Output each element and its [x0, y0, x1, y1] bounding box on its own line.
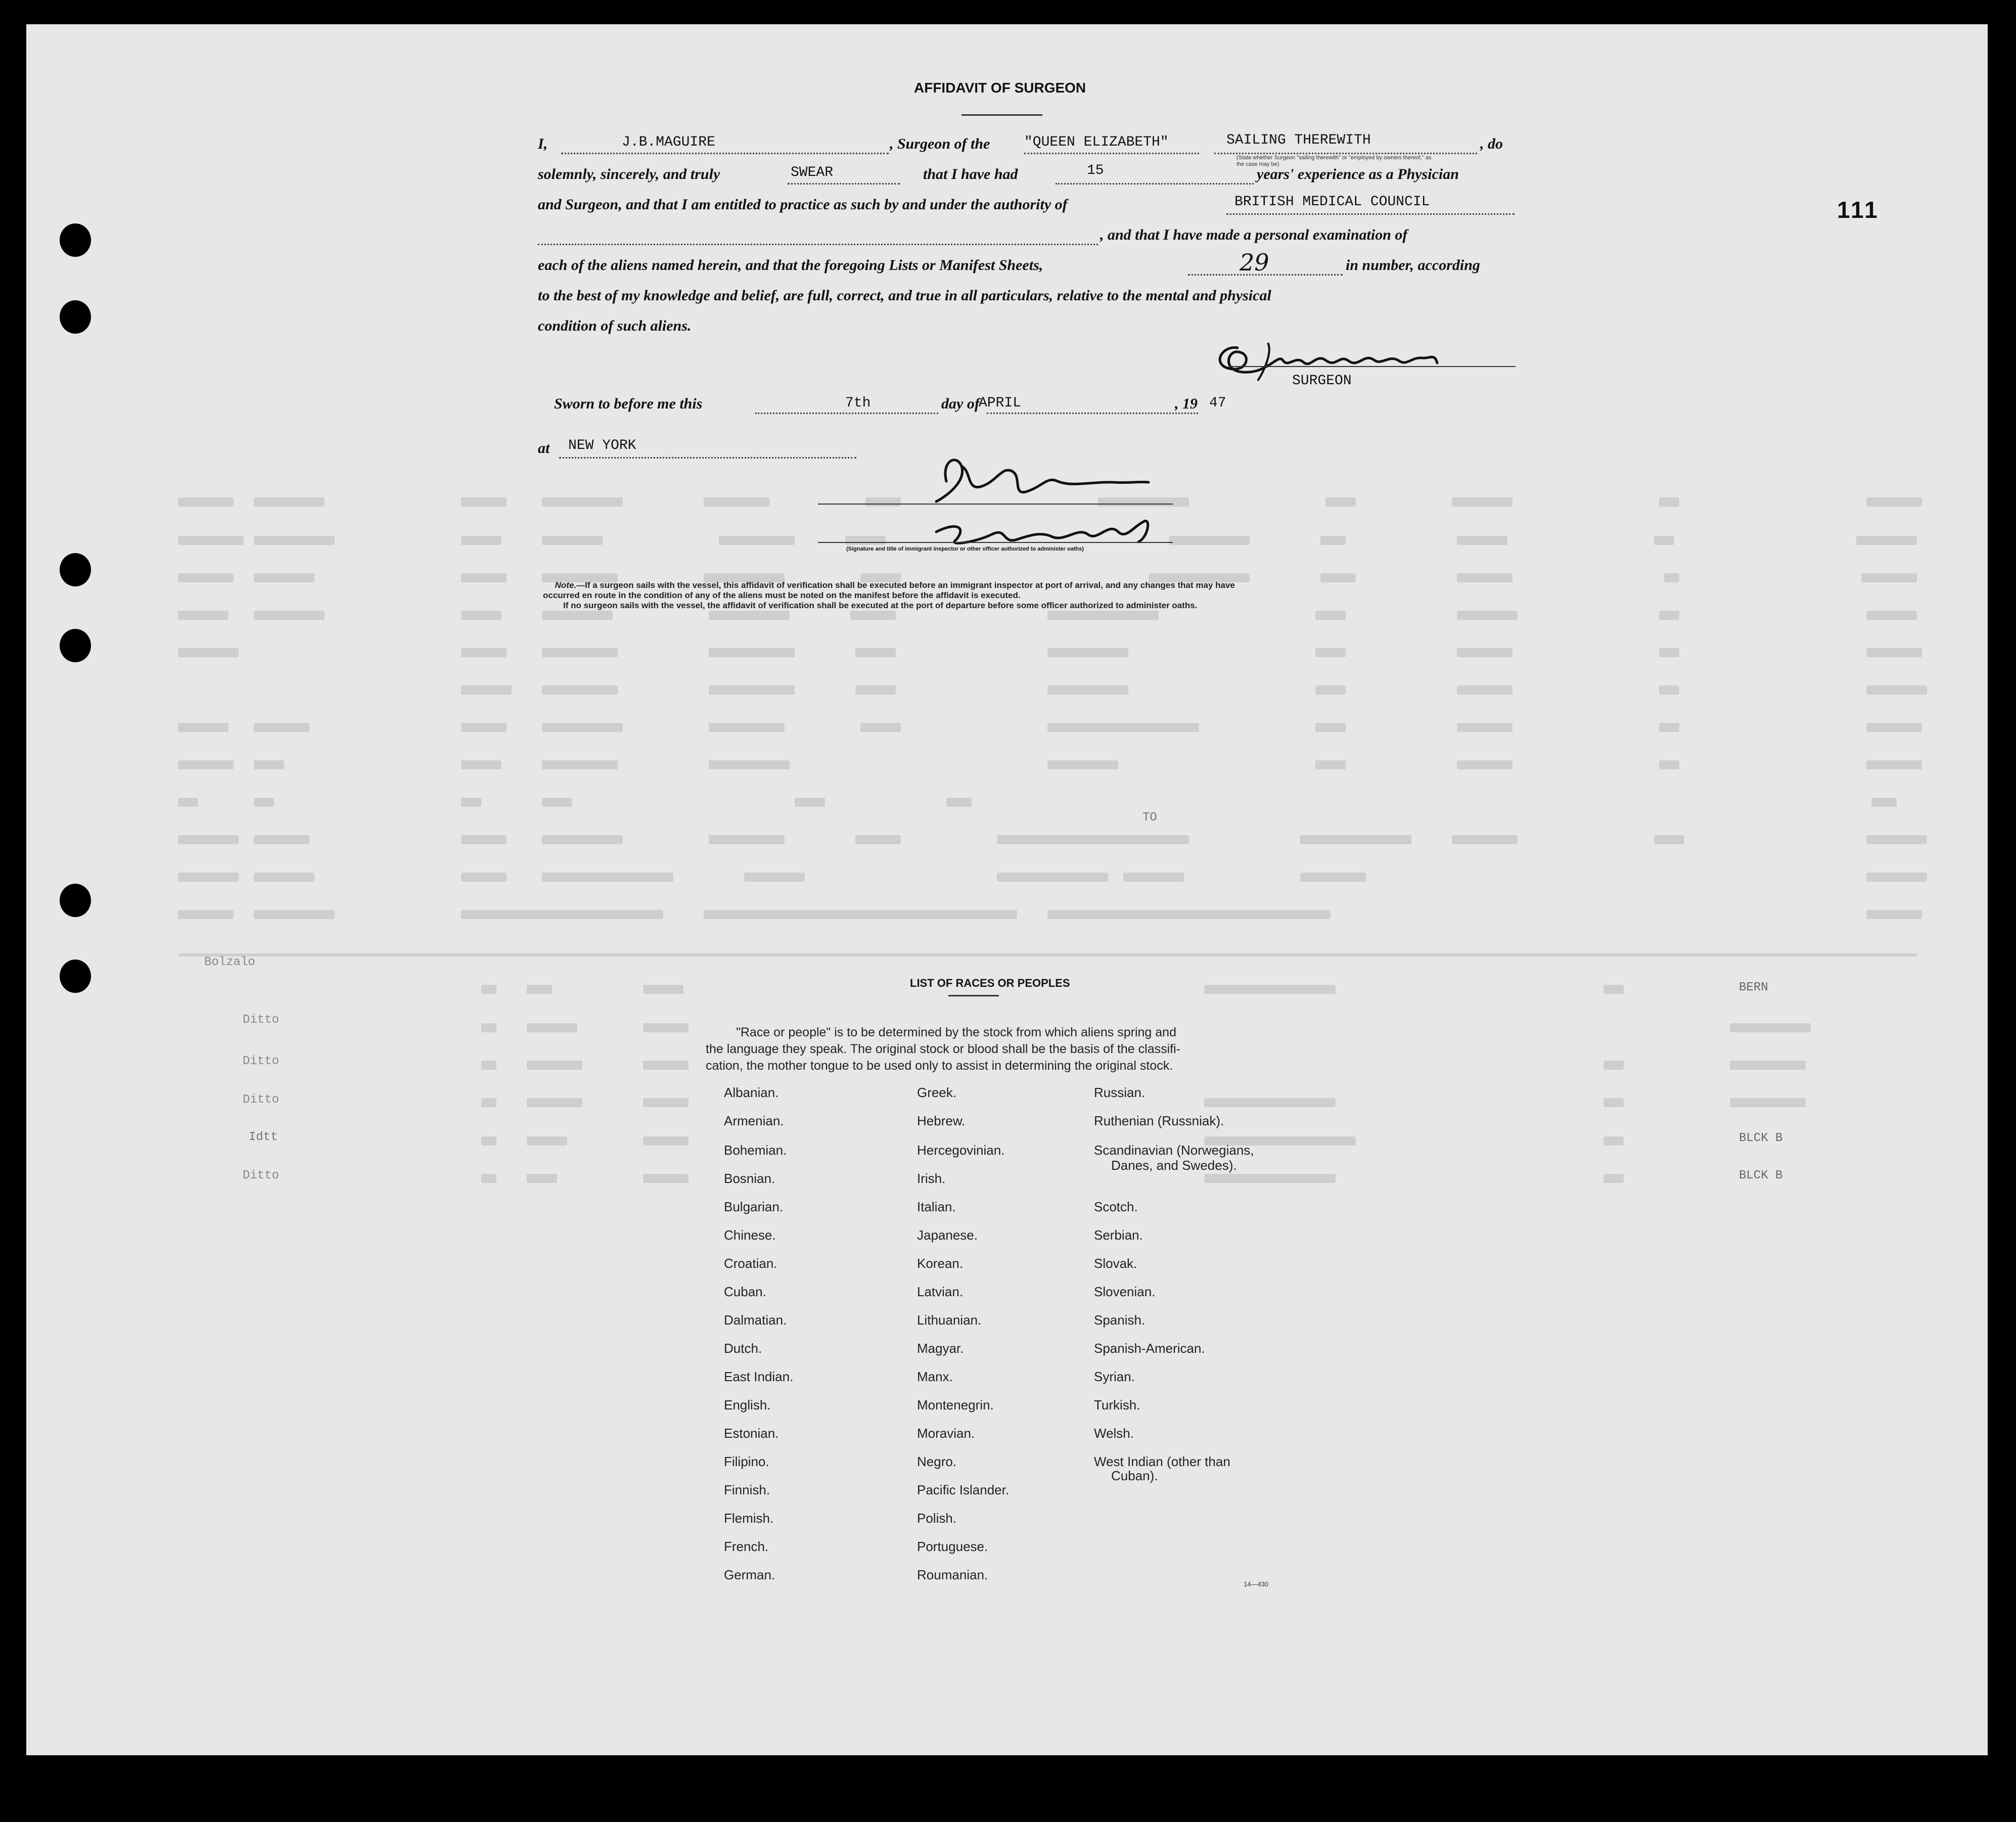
race-item: Dalmatian. [724, 1312, 787, 1328]
affidavit-line1-end: , do [1480, 135, 1503, 152]
race-item: Scotch. [1094, 1199, 1138, 1214]
title-underline [961, 114, 1042, 116]
races-intro-line2: the language they speak. The original stock or blood shall be the basis of the classifi- [706, 1042, 1180, 1056]
form-number: 14—430 [1244, 1580, 1269, 1588]
bleed-text: BLCK B [1739, 1131, 1783, 1145]
race-item: German. [724, 1567, 775, 1582]
years-experience: 15 [1087, 163, 1104, 178]
affidavit-line2-mid: that I have had [923, 166, 1018, 183]
bleed-text: TO [1142, 811, 1157, 825]
bleed-text: Idtt [249, 1130, 278, 1144]
bleed-text: BLCK B [1739, 1169, 1783, 1182]
race-item: Albanian. [724, 1085, 779, 1100]
bleed-text: Ditto [243, 1013, 280, 1027]
dotted-rule [755, 413, 938, 414]
affidavit-line2-end: years' experience as a Physician [1257, 166, 1459, 183]
officer-signature-line [818, 504, 1173, 505]
race-item: East Indian. [724, 1369, 794, 1384]
dotted-rule [1024, 153, 1199, 154]
bleed-text: Ditto [243, 1169, 280, 1182]
race-item: Lithuanian. [917, 1312, 982, 1328]
race-item: Spanish-American. [1094, 1341, 1205, 1356]
races-intro [706, 1024, 1180, 1074]
race-item: Slovenian. [1094, 1284, 1156, 1299]
bleed-text: BERN [1739, 981, 1768, 994]
authority: BRITISH MEDICAL COUNCIL [1234, 194, 1430, 210]
vessel-name: "QUEEN ELIZABETH" [1024, 134, 1169, 150]
race-item: Magyar. [917, 1341, 964, 1356]
races-intro-line1: "Race or people" is to be determined by the stock from which aliens spring and [736, 1025, 1176, 1039]
race-item: Bosnian. [724, 1171, 775, 1186]
bleed-text: Ditto [243, 1093, 280, 1107]
surgeon-signature-line [1228, 366, 1516, 367]
race-item: Russian. [1094, 1085, 1146, 1100]
dotted-rule [1226, 213, 1515, 215]
race-item: Hercegovinian. [917, 1143, 1005, 1158]
races-intro-line3: cation, the mother tongue to be used only to assist in determining the original stock. [706, 1059, 1173, 1073]
race-item: Irish. [917, 1171, 946, 1186]
race-item: Polish. [917, 1511, 957, 1526]
race-item: Filipino. [724, 1454, 769, 1469]
sworn-year-prefix: , 19 [1175, 395, 1198, 412]
race-item: Dutch. [724, 1341, 762, 1356]
sworn-month: APRIL [979, 395, 1022, 411]
affidavit-line1-mid: , Surgeon of the [890, 135, 990, 152]
affidavit-line1-prefix: I, [538, 135, 548, 152]
race-item: Chinese. [724, 1227, 776, 1243]
dotted-rule [561, 153, 889, 154]
dotted-rule [1214, 153, 1477, 154]
races-title-underline [948, 995, 999, 996]
race-item: Roumanian. [917, 1567, 988, 1582]
sheet-count: 29 [1240, 249, 1269, 276]
surgeon-label: SURGEON [1292, 373, 1352, 389]
affidavit-line6: to the best of my knowledge and belief, are full, correct, and true in all particulars, relative to the mental and physical [538, 287, 1271, 304]
race-item: Estonian. [724, 1426, 779, 1441]
race-item: Finnish. [724, 1482, 770, 1497]
officer-caption: (Signature and title of immigrant inspector or other officer authorized to administer oaths) [846, 546, 1084, 552]
dotted-rule [987, 413, 1198, 414]
affidavit-line2-prefix: solemnly, sincerely, and truly [538, 166, 720, 183]
race-item: Moravian. [917, 1426, 975, 1441]
affidavit-line5-end: in number, according [1346, 257, 1480, 274]
race-item: Slovak. [1094, 1256, 1137, 1271]
page-number: 111 [1837, 197, 1880, 223]
race-item: Croatian. [724, 1256, 777, 1271]
race-item: Manx. [917, 1369, 953, 1384]
sworn-year: 47 [1209, 395, 1226, 411]
race-item: Turkish. [1094, 1397, 1140, 1413]
race-item: Greek. [917, 1085, 957, 1100]
race-item: Ruthenian (Russniak). [1094, 1113, 1224, 1128]
dotted-rule [1056, 183, 1254, 185]
bleed-text: Bolzalo [204, 955, 255, 969]
manifest-page [26, 24, 1988, 1755]
race-item: Bohemian. [724, 1143, 787, 1158]
punch-hole [60, 223, 91, 257]
sworn-day: 7th [845, 395, 871, 411]
affidavit-line7: condition of such aliens. [538, 317, 692, 334]
note-line1: —If a surgeon sails with the vessel, this affidavit of verification shall be executed before an immigrant inspector at port of arrival, and any changes that may have [576, 580, 1235, 590]
punch-hole [60, 884, 91, 917]
affidavit-line5-prefix: each of the aliens named herein, and that the foregoing Lists or Manifest Sheets, [538, 257, 1043, 274]
race-item: West Indian (other than [1094, 1454, 1230, 1469]
race-item: Serbian. [1094, 1227, 1143, 1243]
race-item: Portuguese. [917, 1539, 988, 1554]
punch-hole [60, 629, 91, 662]
race-item: Hebrew. [917, 1113, 966, 1128]
race-item: English. [724, 1397, 771, 1413]
dotted-rule [559, 457, 856, 459]
race-item: Latvian. [917, 1284, 964, 1299]
race-item: French. [724, 1539, 769, 1554]
at-label: at [538, 440, 550, 457]
sworn-place: NEW YORK [568, 438, 636, 453]
race-item: Flemish. [724, 1511, 774, 1526]
race-item: Danes, and Swedes). [1111, 1158, 1237, 1173]
race-item: Scandinavian (Norwegians, [1094, 1143, 1254, 1158]
punch-hole [60, 300, 91, 334]
dotted-rule [788, 183, 900, 185]
dotted-rule [1188, 274, 1343, 276]
punch-hole [60, 960, 91, 993]
race-item: Spanish. [1094, 1312, 1146, 1328]
race-item: Welsh. [1094, 1426, 1134, 1441]
officer-signature-line [818, 542, 1173, 543]
race-item: Italian. [917, 1199, 956, 1214]
officer-signature [926, 451, 1199, 572]
race-item: Cuban. [724, 1284, 766, 1299]
race-item: Japanese. [917, 1227, 978, 1243]
note-line2: occurred en route in the condition of any of the aliens must be noted on the manifest before the affidavit is executed. [543, 590, 1021, 600]
race-item: Syrian. [1094, 1369, 1135, 1384]
surgeon-name: J.B.MAGUIRE [622, 134, 715, 150]
race-item: Armenian. [724, 1113, 784, 1128]
race-item: Montenegrin. [917, 1397, 994, 1413]
affidavit-title: AFFIDAVIT OF SURGEON [914, 80, 1086, 96]
races-title: LIST OF RACES OR PEOPLES [910, 977, 1070, 989]
oath-type: SWEAR [791, 165, 834, 180]
race-item: Korean. [917, 1256, 964, 1271]
race-item: Cuban). [1111, 1468, 1158, 1483]
sworn-prefix: Sworn to before me this [554, 395, 703, 412]
race-item: Pacific Islander. [917, 1482, 1010, 1497]
punch-hole [60, 553, 91, 586]
affidavit-note [543, 580, 1235, 611]
sailing-note: (State whether Surgeon "sailing therewith" or "employed by owners thereof," as the case may be) [1236, 155, 1432, 167]
dotted-rule [538, 244, 1098, 245]
note-label: Note. [555, 580, 577, 590]
race-item: Negro. [917, 1454, 957, 1469]
sailing-status: SAILING THEREWITH [1226, 132, 1371, 148]
bleed-text: Ditto [243, 1055, 280, 1068]
affidavit-line3-prefix: and Surgeon, and that I am entitled to practice as such by and under the authority of [538, 196, 1068, 213]
sworn-mid: day of [941, 395, 980, 412]
race-item: Bulgarian. [724, 1199, 784, 1214]
note-line3: If no surgeon sails with the vessel, the affidavit of verification shall be executed at the port of departure before some officer authorized to administer oaths. [563, 601, 1198, 610]
affidavit-line4-end: , and that I have made a personal examination of [1100, 226, 1408, 243]
